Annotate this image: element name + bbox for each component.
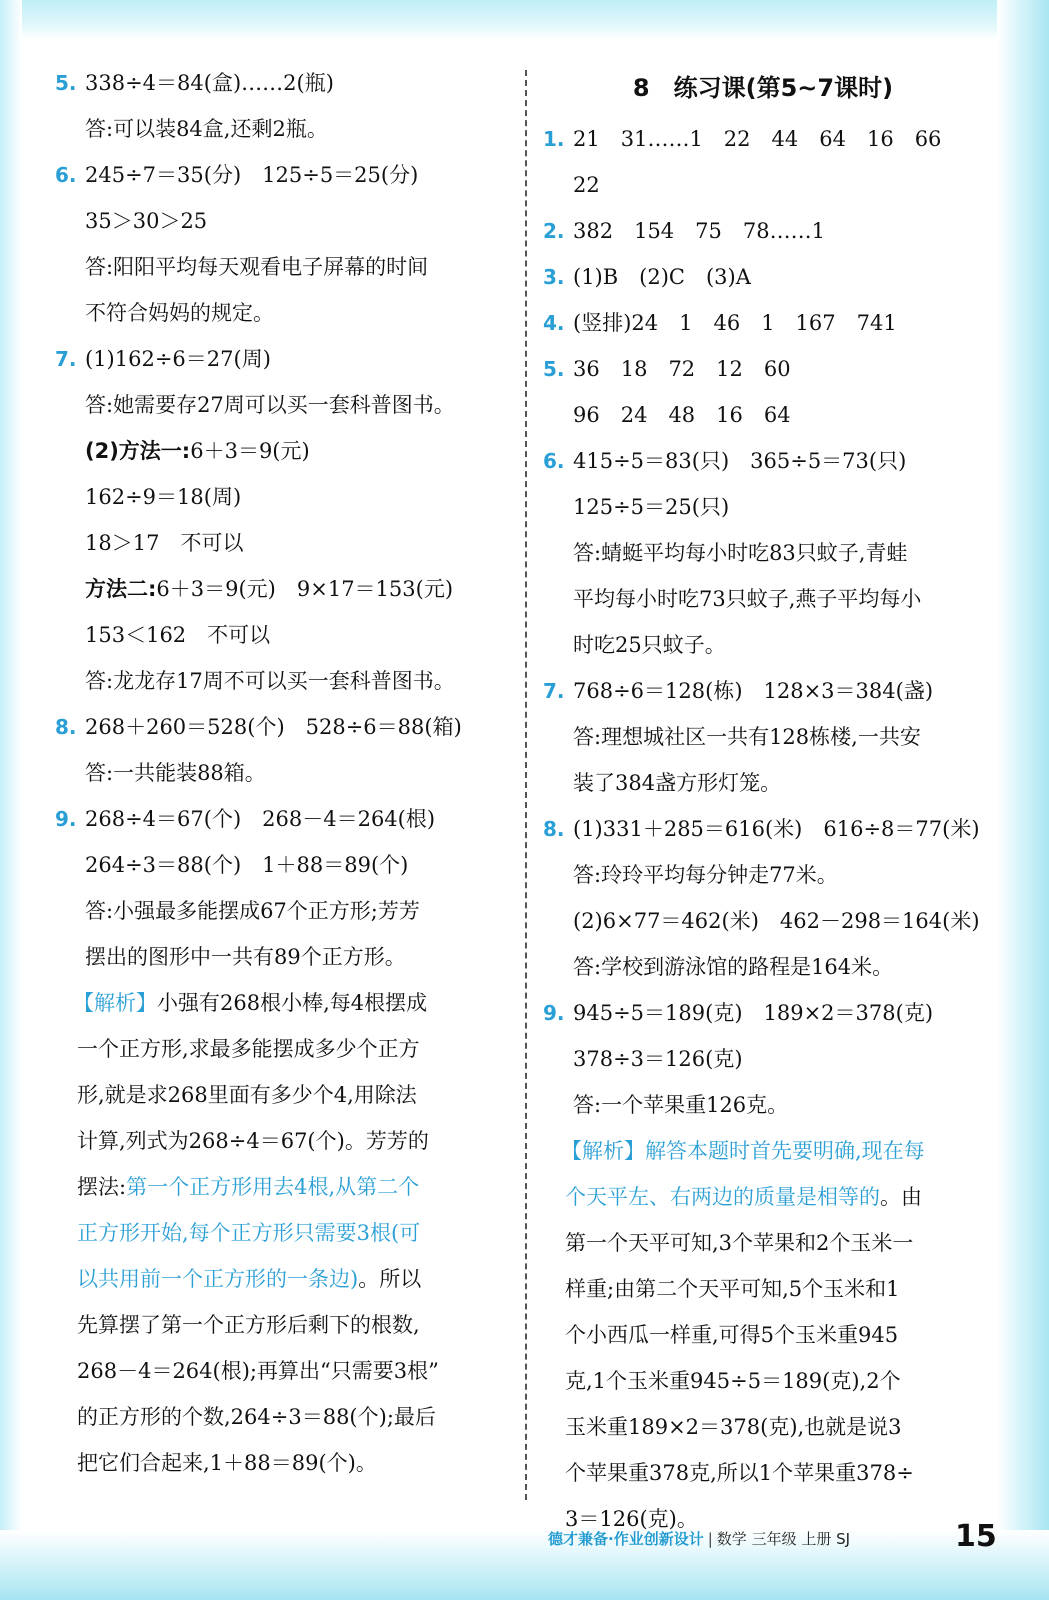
answer-text: 245÷7＝35(分) 125÷5＝25(分) <box>85 163 419 187</box>
answer-line <box>543 1082 983 1128</box>
analysis-text: 。所以 <box>358 1267 422 1291</box>
analysis-text: 摆法: <box>77 1175 127 1199</box>
answer-line <box>543 1036 983 1082</box>
answer-text: 答:小强最多能摆成67个正方形;芳芳 <box>85 899 420 923</box>
analysis-line <box>543 1266 983 1312</box>
analysis-text: 先算摆了第一个正方形后剩下的根数, <box>77 1313 420 1337</box>
answer-text: 945÷5＝189(克) 189×2＝378(克) <box>573 1001 934 1025</box>
question-number: 6. <box>543 449 565 473</box>
analysis-text: 计算,列式为268÷4＝67(个)。芳芳的 <box>77 1129 429 1153</box>
answer-text: 答:蜻蜓平均每小时吃83只蚊子,青蛙 <box>573 541 908 565</box>
analysis-line <box>55 1302 505 1348</box>
question-number: 8. <box>55 715 77 739</box>
answer-line <box>55 382 505 428</box>
left-column <box>55 60 505 1486</box>
analysis-line <box>55 1118 505 1164</box>
question-number: 6. <box>55 163 77 187</box>
footer-separator: | <box>707 1530 713 1548</box>
answer-text: 415÷5＝83(只) 365÷5＝73(只) <box>573 449 907 473</box>
analysis-line <box>55 1072 505 1118</box>
page-top-border <box>0 0 1049 40</box>
method-label: 方法二: <box>85 577 157 601</box>
answer-text: 答:理想城社区一共有128栋楼,一共安 <box>573 725 921 749</box>
answer-text: 答:龙龙存17周不可以买一套科普图书。 <box>85 669 455 693</box>
page-number: 15 <box>955 1519 997 1554</box>
question-number: 1. <box>543 127 565 151</box>
analysis-line <box>55 1164 505 1210</box>
page-right-border <box>997 0 1049 1600</box>
column-divider <box>525 70 527 1500</box>
analysis-text: 一个正方形,求最多能摆成多少个正方 <box>77 1037 420 1061</box>
question-number: 7. <box>543 679 565 703</box>
answer-line <box>543 714 983 760</box>
answer-text: (1)B (2)C (3)A <box>573 265 751 289</box>
answer-text: 22 <box>573 173 600 197</box>
question-number: 9. <box>55 807 77 831</box>
answer-line <box>55 842 505 888</box>
answer-line <box>543 852 983 898</box>
analysis-line <box>55 1440 505 1486</box>
answer-text: 268÷4＝67(个) 268－4＝264(根) <box>85 807 436 831</box>
analysis-text: 个天平左、右两边的质量是相等的 <box>565 1185 880 1209</box>
section-heading <box>543 60 983 116</box>
question-number: 8. <box>543 817 565 841</box>
answer-text: (1)331＋285＝616(米) 616÷8＝77(米) <box>573 817 980 841</box>
analysis-line <box>543 1174 983 1220</box>
answer-text: 125÷5＝25(只) <box>573 495 730 519</box>
analysis-text: 第一个正方形用去4根,从第二个 <box>126 1175 420 1199</box>
answer-text: 21 31……1 22 44 64 16 66 <box>573 127 942 151</box>
answer-text: 答:玲玲平均每分钟走77米。 <box>573 863 838 887</box>
answer-text: 平均每小时吃73只蚊子,燕子平均每小 <box>573 587 922 611</box>
analysis-line <box>543 1404 983 1450</box>
answer-line <box>543 898 983 944</box>
answer-text: (竖排)24 1 46 1 167 741 <box>573 311 897 335</box>
answer-line <box>543 576 983 622</box>
answer-text: (2)6×77＝462(米) 462－298＝164(米) <box>573 909 980 933</box>
analysis-text: 把它们合起来,1＋88＝89(个)。 <box>77 1451 377 1475</box>
analysis-text: 解答本题时首先要明确,现在每 <box>645 1139 925 1163</box>
answer-line <box>55 520 505 566</box>
question-number: 5. <box>543 357 565 381</box>
answer-text: 答:阳阳平均每天观看电子屏幕的时间 <box>85 255 429 279</box>
analysis-text: 正方形开始,每个正方形只需要3根(可 <box>77 1221 421 1245</box>
answer-line <box>55 198 505 244</box>
answer-text: 答:学校到游泳馆的路程是164米。 <box>573 955 894 979</box>
footer-volume: 上册 <box>801 1530 832 1548</box>
answer-line <box>55 658 505 704</box>
answer-line <box>543 530 983 576</box>
analysis-line <box>543 1312 983 1358</box>
answer-line <box>55 934 505 980</box>
question-number: 5. <box>55 71 77 95</box>
answer-line <box>55 566 505 612</box>
footer-subject: 数学 <box>716 1530 747 1548</box>
analysis-text: 形,就是求268里面有多少个4,用除法 <box>77 1083 417 1107</box>
analysis-line <box>55 980 505 1026</box>
answer-text: 时吃25只蚊子。 <box>573 633 726 657</box>
answer-text: 338÷4＝84(盒)……2(瓶) <box>85 71 334 95</box>
answer-line <box>543 668 983 714</box>
footer-edition: SJ <box>836 1530 851 1548</box>
analysis-text: 。由 <box>880 1185 922 1209</box>
answer-line <box>543 300 983 346</box>
answer-text: 768÷6＝128(栋) 128×3＝384(盏) <box>573 679 934 703</box>
answer-line <box>55 474 505 520</box>
analysis-text: 样重;由第二个天平可知,5个玉米和1 <box>565 1277 900 1301</box>
answer-line <box>543 208 983 254</box>
answer-text: 153＜162 不可以 <box>85 623 271 647</box>
analysis-text: 以共用前一个正方形的一条边) <box>77 1267 359 1291</box>
answer-line <box>543 990 983 1036</box>
answer-line <box>55 704 505 750</box>
analysis-text: 玉米重189×2＝378(克),也就是说3 <box>565 1415 902 1439</box>
question-number: 2. <box>543 219 565 243</box>
answer-text: 摆出的图形中一共有89个正方形。 <box>85 945 406 969</box>
answer-text: 答:一个苹果重126克。 <box>573 1093 789 1117</box>
answer-text: (1)162÷6＝27(周) <box>85 347 271 371</box>
question-number: 9. <box>543 1001 565 1025</box>
answer-line <box>55 290 505 336</box>
footer-brand: 德才兼备·作业创新设计 <box>548 1530 704 1548</box>
answer-line <box>55 796 505 842</box>
answer-line <box>55 244 505 290</box>
analysis-text: 克,1个玉米重945÷5＝189(克),2个 <box>565 1369 901 1393</box>
question-number: 3. <box>543 265 565 289</box>
answer-line <box>55 750 505 796</box>
answer-line <box>543 162 983 208</box>
answer-text: 6＋3＝9(元) <box>190 439 310 463</box>
analysis-line <box>543 1450 983 1496</box>
right-answer-lines <box>543 116 983 1128</box>
answer-line <box>55 152 505 198</box>
footer-grade: 三年级 <box>751 1530 797 1548</box>
answer-line <box>543 438 983 484</box>
answer-line <box>543 484 983 530</box>
analysis-text: 268－4＝264(根);再算出“只需要3根” <box>77 1359 439 1383</box>
answer-line <box>543 116 983 162</box>
right-column <box>543 60 983 1542</box>
answer-line <box>543 254 983 300</box>
analysis-line <box>543 1220 983 1266</box>
answer-line <box>55 428 505 474</box>
page-footer <box>548 1517 850 1561</box>
answer-line <box>55 888 505 934</box>
analysis-text: 小强有268根小棒,每4根摆成 <box>157 991 428 1015</box>
answer-text: 35＞30＞25 <box>85 209 208 233</box>
right-analysis-block <box>543 1128 983 1542</box>
analysis-line <box>55 1256 505 1302</box>
page-left-border <box>0 0 22 1600</box>
answer-line <box>55 336 505 382</box>
section-number: 8 <box>632 74 650 102</box>
analysis-text: 个苹果重378克,所以1个苹果重378÷ <box>565 1461 914 1485</box>
answer-text: 18＞17 不可以 <box>85 531 244 555</box>
answer-line <box>543 392 983 438</box>
answer-text: 6＋3＝9(元) 9×17＝153(元) <box>156 577 454 601</box>
answer-text: 答:可以装84盒,还剩2瓶。 <box>85 117 328 141</box>
analysis-text: 的正方形的个数,264÷3＝88(个);最后 <box>77 1405 436 1429</box>
analysis-line <box>55 1210 505 1256</box>
answer-text: 36 18 72 12 60 <box>573 357 791 381</box>
answer-text: 162÷9＝18(周) <box>85 485 242 509</box>
question-number: 7. <box>55 347 77 371</box>
answer-line <box>543 760 983 806</box>
answer-text: 96 24 48 16 64 <box>573 403 791 427</box>
analysis-line <box>543 1128 983 1174</box>
analysis-text: 3＝126(克)。 <box>565 1507 698 1531</box>
answer-line <box>55 612 505 658</box>
answer-line <box>543 944 983 990</box>
answer-line <box>543 806 983 852</box>
answer-text: 不符合妈妈的规定。 <box>85 301 274 325</box>
answer-text: 装了384盏方形灯笼。 <box>573 771 782 795</box>
answer-line <box>543 346 983 392</box>
analysis-line <box>55 1348 505 1394</box>
answer-text: 268＋260＝528(个) 528÷6＝88(箱) <box>85 715 462 739</box>
answer-line <box>55 60 505 106</box>
section-title: 练习课(第5~7课时) <box>673 74 894 102</box>
analysis-tag: 【解析】 <box>73 991 157 1015</box>
answer-line <box>55 106 505 152</box>
analysis-text: 个小西瓜一样重,可得5个玉米重945 <box>565 1323 899 1347</box>
answer-text: 答:她需要存27周可以买一套科普图书。 <box>85 393 455 417</box>
left-answer-lines <box>55 60 505 980</box>
answer-text: 378÷3＝126(克) <box>573 1047 743 1071</box>
answer-line <box>543 622 983 668</box>
analysis-line <box>543 1358 983 1404</box>
analysis-tag: 【解析】 <box>561 1139 645 1163</box>
analysis-line <box>55 1026 505 1072</box>
left-analysis-block <box>55 980 505 1486</box>
method-label: (2)方法一: <box>85 439 191 463</box>
answer-text: 答:一共能装88箱。 <box>85 761 266 785</box>
answer-text: 382 154 75 78……1 <box>573 219 825 243</box>
analysis-line <box>55 1394 505 1440</box>
question-number: 4. <box>543 311 565 335</box>
analysis-text: 第一个天平可知,3个苹果和2个玉米一 <box>565 1231 914 1255</box>
answer-text: 264÷3＝88(个) 1＋88＝89(个) <box>85 853 409 877</box>
